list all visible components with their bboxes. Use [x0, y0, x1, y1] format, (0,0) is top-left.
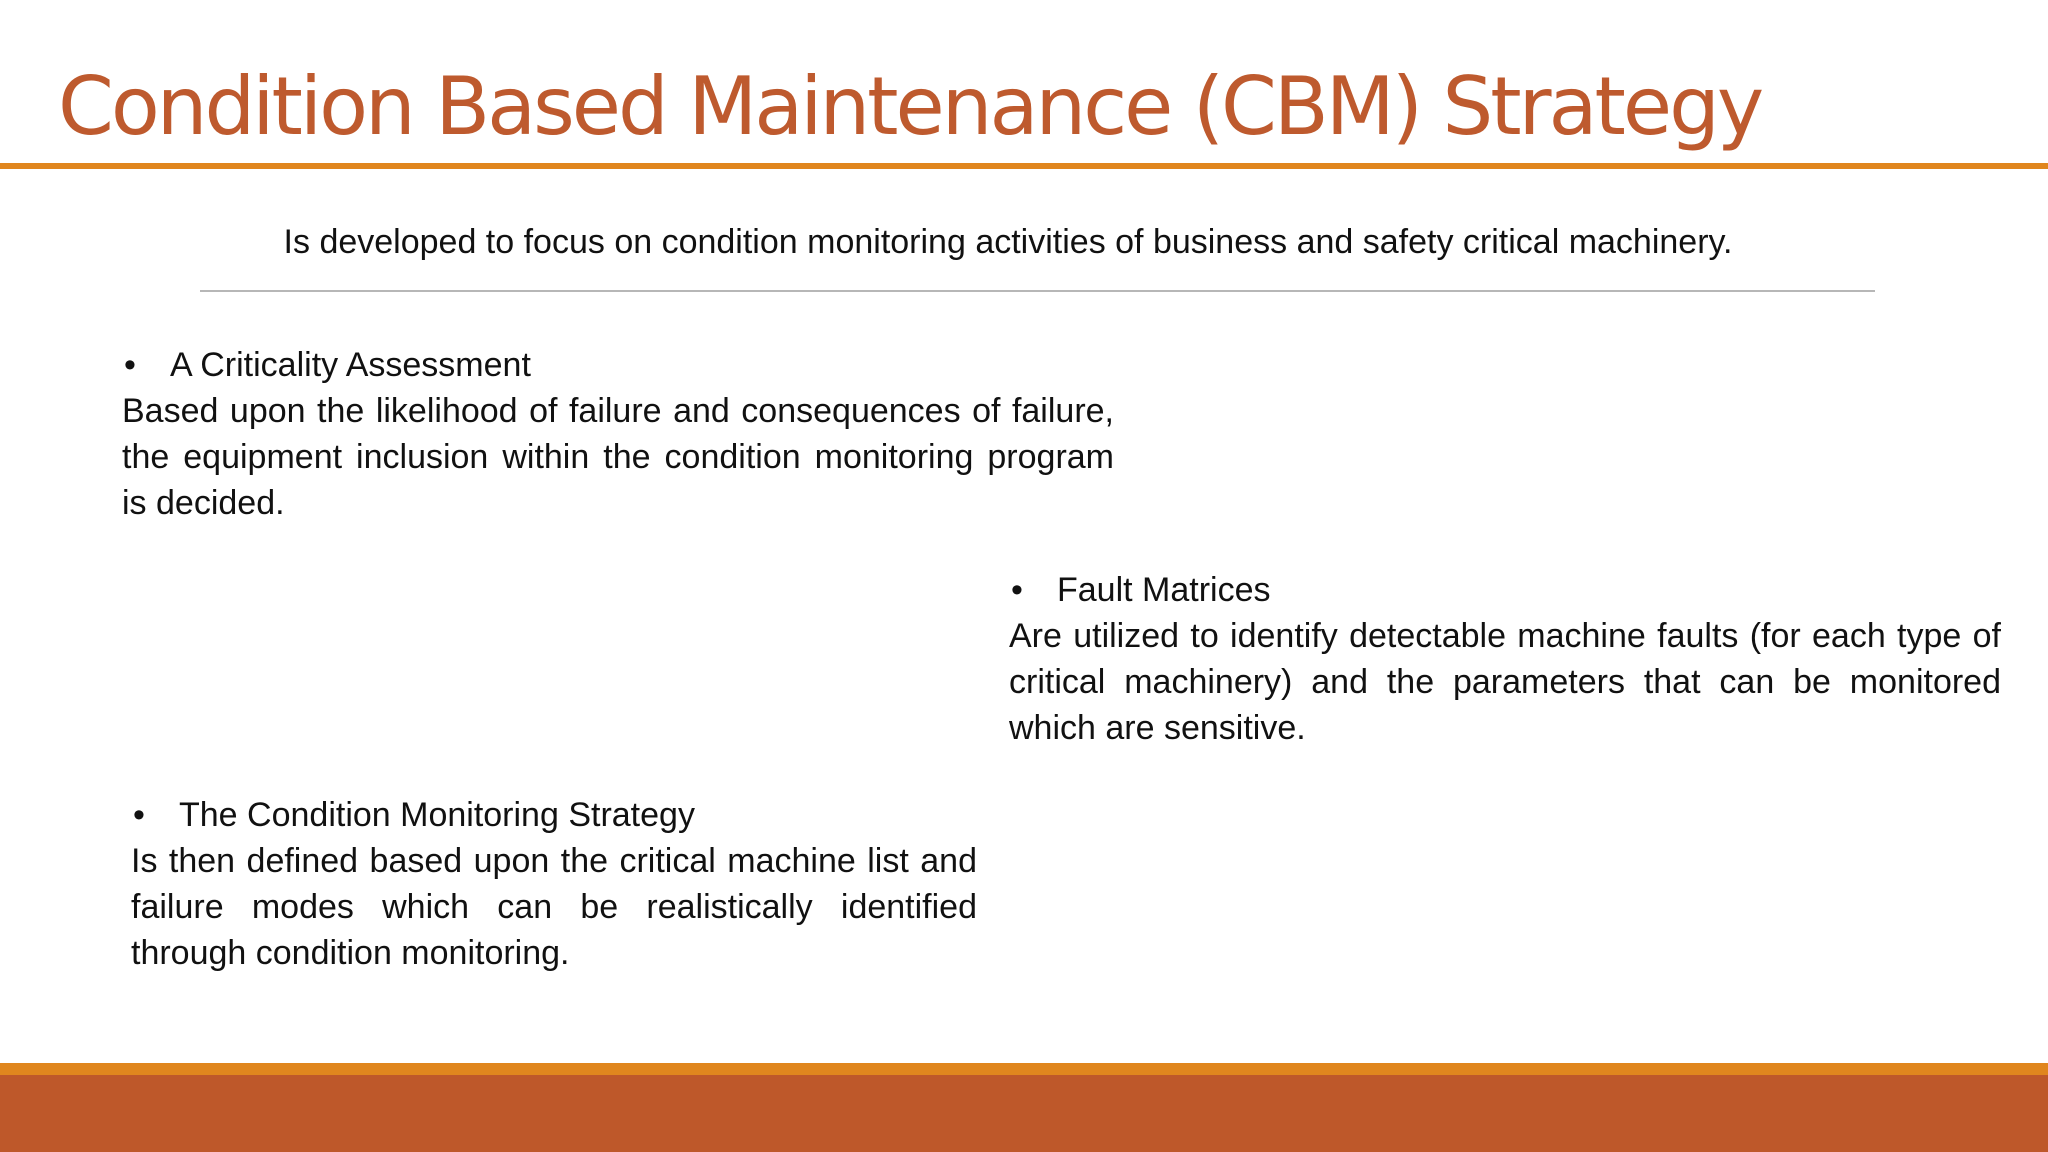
section-heading [131, 792, 977, 838]
section-body: Are utilized to identify detectable machine faults (for each type of critical machinery) and the parameters that can be monitored which are sensitive. [1009, 617, 2001, 747]
footer-bar [0, 1075, 2048, 1152]
section-body: Based upon the likelihood of failure and consequences of failure, the equipment inclusion within the condition monitoring program is decided. [122, 392, 1114, 522]
bullet-icon: • [124, 346, 136, 384]
bullet-icon: • [1011, 571, 1023, 609]
slide-subtitle: Is developed to focus on condition monitoring activities of business and safety critical machinery. [283, 223, 1733, 261]
section-condition-monitoring-strategy [131, 792, 977, 976]
subtitle-divider [200, 290, 1875, 292]
title-underline [0, 163, 2048, 169]
section-fault-matrices [1009, 567, 2001, 751]
bullet-icon: • [133, 796, 145, 834]
section-criticality-assessment [122, 342, 1114, 526]
section-heading-text: A Criticality Assessment [170, 346, 531, 384]
section-heading-text: Fault Matrices [1057, 571, 1271, 609]
section-heading-text: The Condition Monitoring Strategy [179, 796, 695, 834]
footer-accent-stripe [0, 1063, 2048, 1075]
slide-title: Condition Based Maintenance (CBM) Strategy [58, 60, 1762, 153]
section-heading [122, 342, 1114, 388]
section-body: Is then defined based upon the critical machine list and failure modes which can be realistically identified through condition monitoring. [131, 842, 977, 972]
section-heading [1009, 567, 2001, 613]
